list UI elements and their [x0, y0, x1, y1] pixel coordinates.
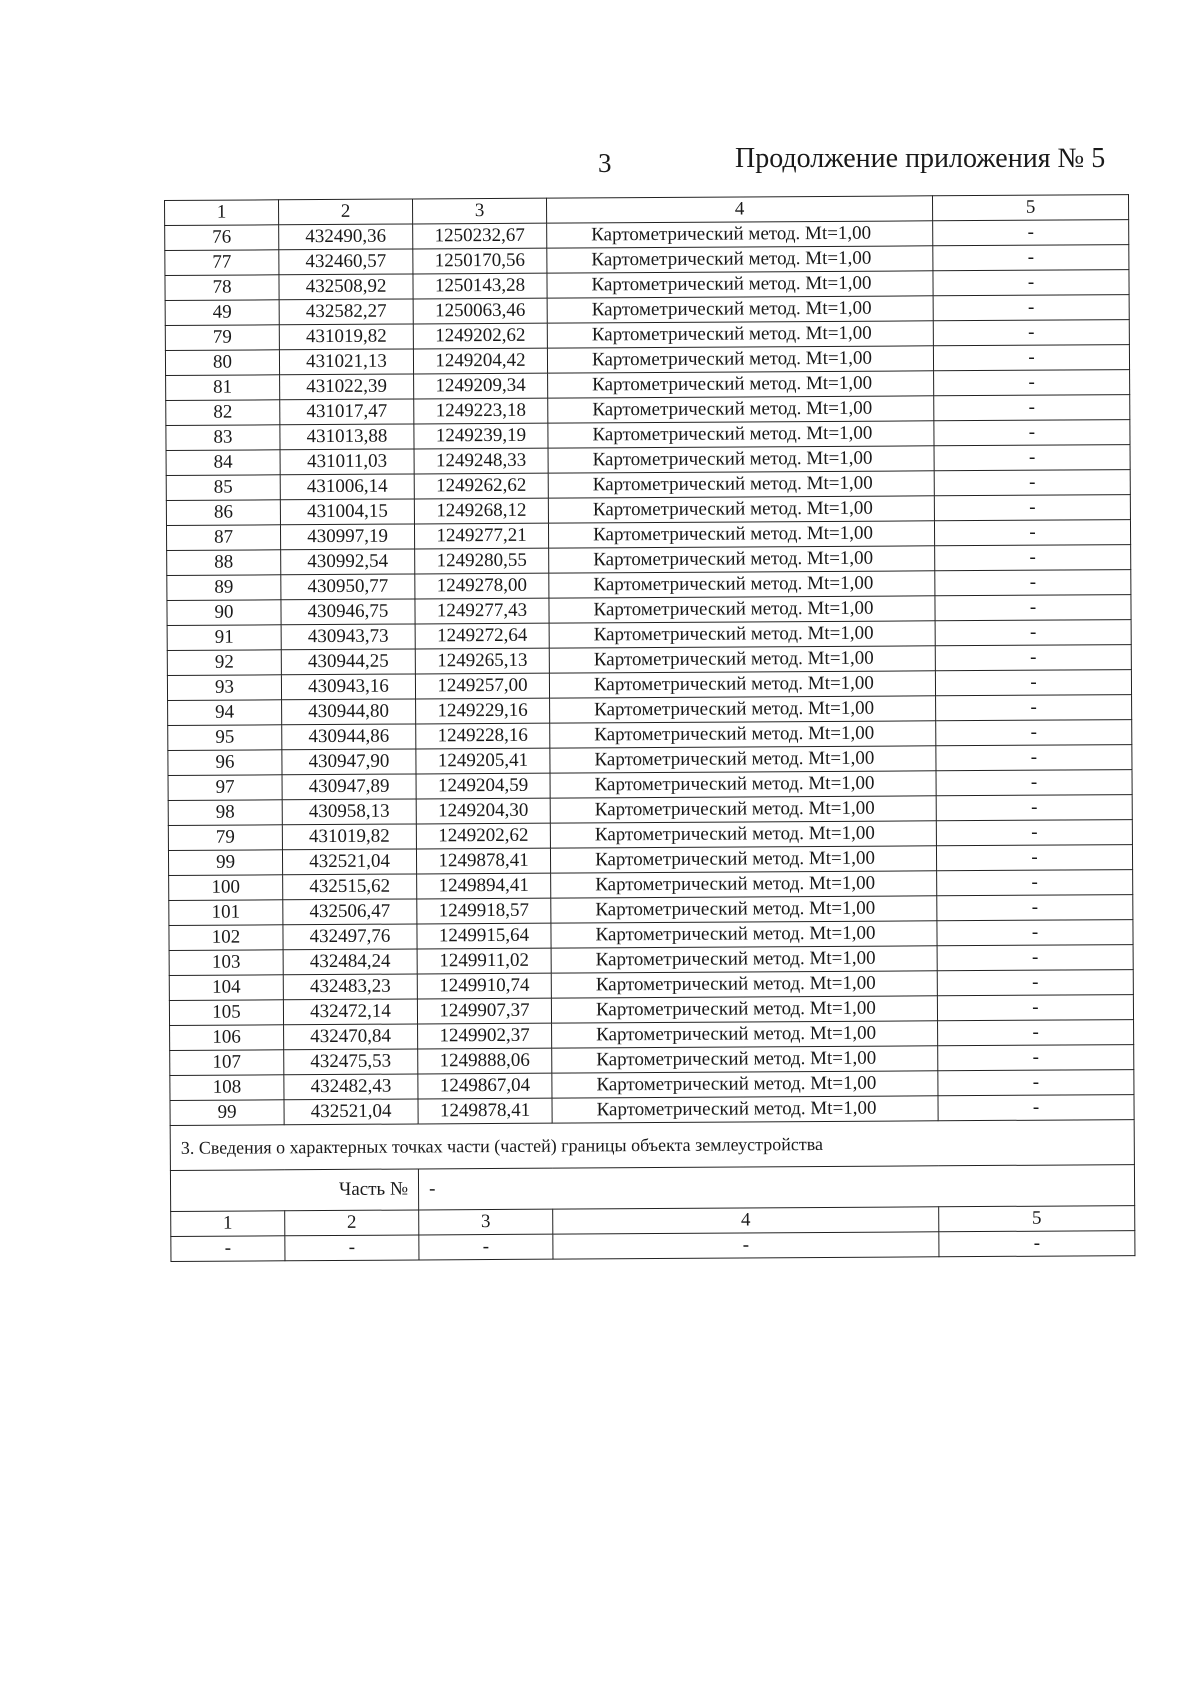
y-coordinate-cell: 1249278,00 [415, 573, 549, 599]
y-coordinate-cell: 1249878,41 [418, 1098, 552, 1124]
method-cell: Картометрический метод. Mt=1,00 [547, 296, 933, 323]
x-coordinate-cell: 432508,92 [279, 274, 413, 300]
point-number-cell: 79 [168, 825, 282, 851]
y-coordinate-cell: 1249918,57 [417, 898, 551, 924]
method-cell: Картометрический метод. Mt=1,00 [549, 571, 935, 598]
notes-cell: - [934, 395, 1130, 421]
column-header: 4 [553, 1207, 939, 1234]
point-number-cell: 94 [168, 700, 282, 726]
x-coordinate-cell: 430947,89 [282, 774, 416, 800]
x-coordinate-cell: 432521,04 [284, 1099, 418, 1125]
point-number-cell: 91 [167, 625, 281, 651]
point-number-cell: 100 [169, 875, 283, 901]
x-coordinate-cell: 430947,90 [282, 749, 416, 775]
point-number-cell: 83 [166, 425, 280, 451]
part-number-row [170, 1165, 1134, 1212]
table-cell: - [171, 1236, 285, 1262]
notes-cell: - [935, 545, 1131, 571]
notes-cell: - [936, 820, 1132, 846]
y-coordinate-cell: 1250143,28 [413, 273, 547, 299]
point-number-cell: 108 [170, 1075, 284, 1101]
x-coordinate-cell: 432582,27 [279, 299, 413, 325]
method-cell: Картометрический метод. Mt=1,00 [547, 321, 933, 348]
y-coordinate-cell: 1249280,55 [415, 548, 549, 574]
notes-cell: - [935, 670, 1131, 696]
x-coordinate-cell: 430992,54 [281, 549, 415, 575]
notes-cell: - [933, 270, 1129, 296]
column-header: 3 [412, 198, 546, 224]
notes-cell: - [933, 220, 1129, 246]
x-coordinate-cell: 430946,75 [281, 599, 415, 625]
x-coordinate-cell: 432483,23 [283, 974, 417, 1000]
method-cell: Картометрический метод. Mt=1,00 [552, 1096, 938, 1123]
point-number-cell: 76 [165, 225, 279, 251]
table-cell: - [285, 1235, 419, 1261]
column-header: 1 [165, 200, 279, 226]
x-coordinate-cell: 432472,14 [283, 999, 417, 1025]
notes-cell: - [937, 870, 1133, 896]
x-coordinate-cell: 432460,57 [279, 249, 413, 275]
y-coordinate-cell: 1249894,41 [417, 873, 551, 899]
notes-cell: - [934, 370, 1130, 396]
y-coordinate-cell: 1249910,74 [417, 973, 551, 999]
notes-cell: - [937, 970, 1133, 996]
y-coordinate-cell: 1249907,37 [417, 998, 551, 1024]
y-coordinate-cell: 1249204,59 [416, 773, 550, 799]
notes-cell: - [937, 895, 1133, 921]
y-coordinate-cell: 1249257,00 [415, 673, 549, 699]
method-cell: Картометрический метод. Mt=1,00 [549, 596, 935, 623]
y-coordinate-cell: 1249911,02 [417, 948, 551, 974]
point-number-cell: 107 [170, 1050, 284, 1076]
y-coordinate-cell: 1249223,18 [414, 398, 548, 424]
point-number-cell: 96 [168, 750, 282, 776]
notes-cell: - [934, 470, 1130, 496]
y-coordinate-cell: 1249878,41 [416, 848, 550, 874]
method-cell: Картометрический метод. Mt=1,00 [547, 246, 933, 273]
method-cell: Картометрический метод. Mt=1,00 [551, 921, 937, 948]
method-cell: Картометрический метод. Mt=1,00 [550, 846, 936, 873]
notes-cell: - [933, 320, 1129, 346]
x-coordinate-cell: 431022,39 [280, 374, 414, 400]
notes-cell: - [936, 745, 1132, 771]
notes-cell: - [933, 245, 1129, 271]
y-coordinate-cell: 1249209,34 [414, 373, 548, 399]
method-cell: Картометрический метод. Mt=1,00 [551, 896, 937, 923]
point-number-cell: 102 [169, 925, 283, 951]
x-coordinate-cell: 431011,03 [280, 449, 414, 475]
method-cell: Картометрический метод. Mt=1,00 [547, 271, 933, 298]
coordinates-table [164, 194, 1135, 1262]
point-number-cell: 79 [165, 325, 279, 351]
method-cell: Картометрический метод. Mt=1,00 [548, 371, 934, 398]
method-cell: Картометрический метод. Mt=1,00 [550, 771, 936, 798]
notes-cell: - [937, 945, 1133, 971]
column-header: 5 [939, 1206, 1135, 1232]
column-header: 2 [285, 1210, 419, 1236]
table-cell: - [939, 1231, 1135, 1257]
y-coordinate-cell: 1250170,56 [413, 248, 547, 274]
x-coordinate-cell: 432482,43 [284, 1074, 418, 1100]
point-number-cell: 80 [165, 350, 279, 376]
y-coordinate-cell: 1249239,19 [414, 423, 548, 449]
x-coordinate-cell: 430944,25 [281, 649, 415, 675]
method-cell: Картометрический метод. Mt=1,00 [552, 1021, 938, 1048]
point-number-cell: 77 [165, 250, 279, 276]
point-number-cell: 98 [168, 800, 282, 826]
appendix-title: Продолжение приложения № 5 [735, 143, 1106, 174]
y-coordinate-cell: 1249265,13 [415, 648, 549, 674]
notes-cell: - [936, 720, 1132, 746]
y-coordinate-cell: 1249888,06 [418, 1048, 552, 1074]
point-number-cell: 88 [167, 550, 281, 576]
y-coordinate-cell: 1249277,43 [415, 598, 549, 624]
method-cell: Картометрический метод. Mt=1,00 [550, 721, 936, 748]
y-coordinate-cell: 1249277,21 [414, 523, 548, 549]
notes-cell: - [938, 1095, 1134, 1121]
point-number-cell: 95 [168, 725, 282, 751]
method-cell: Картометрический метод. Mt=1,00 [550, 821, 936, 848]
page-number: 3 [598, 148, 612, 178]
x-coordinate-cell: 430944,86 [282, 724, 416, 750]
x-coordinate-cell: 432521,04 [282, 849, 416, 875]
table-cell: - [419, 1234, 553, 1260]
point-number-cell: 90 [167, 600, 281, 626]
y-coordinate-cell: 1249867,04 [418, 1073, 552, 1099]
method-cell: Картометрический метод. Mt=1,00 [550, 746, 936, 773]
x-coordinate-cell: 431017,47 [280, 399, 414, 425]
x-coordinate-cell: 431019,82 [279, 324, 413, 350]
method-cell: Картометрический метод. Mt=1,00 [548, 446, 934, 473]
y-coordinate-cell: 1249204,42 [413, 348, 547, 374]
notes-cell: - [938, 1070, 1134, 1096]
method-cell: Картометрический метод. Mt=1,00 [548, 521, 934, 548]
section-3-data-row [171, 1231, 1135, 1262]
method-cell: Картометрический метод. Mt=1,00 [548, 396, 934, 423]
x-coordinate-cell: 430944,80 [282, 699, 416, 725]
x-coordinate-cell: 432475,53 [284, 1049, 418, 1075]
point-number-cell: 85 [166, 475, 280, 501]
point-number-cell: 105 [169, 1000, 283, 1026]
y-coordinate-cell: 1249902,37 [418, 1023, 552, 1049]
x-coordinate-cell: 431019,82 [282, 824, 416, 850]
x-coordinate-cell: 431004,15 [280, 499, 414, 525]
notes-cell: - [934, 495, 1130, 521]
method-cell: Картометрический метод. Mt=1,00 [548, 421, 934, 448]
point-number-cell: 87 [166, 525, 280, 551]
point-number-cell: 106 [170, 1025, 284, 1051]
x-coordinate-cell: 431006,14 [280, 474, 414, 500]
column-header: 3 [419, 1209, 553, 1235]
y-coordinate-cell: 1249202,62 [413, 323, 547, 349]
section-3 [170, 1120, 1135, 1262]
point-number-cell: 84 [166, 450, 280, 476]
x-coordinate-cell: 430950,77 [281, 574, 415, 600]
point-number-cell: 93 [167, 675, 281, 701]
y-coordinate-cell: 1249272,64 [415, 623, 549, 649]
notes-cell: - [935, 620, 1131, 646]
notes-cell: - [937, 995, 1133, 1021]
point-number-cell: 86 [166, 500, 280, 526]
notes-cell: - [933, 345, 1129, 371]
notes-cell: - [935, 570, 1131, 596]
y-coordinate-cell: 1249915,64 [417, 923, 551, 949]
method-cell: Картометрический метод. Mt=1,00 [552, 1071, 938, 1098]
point-number-cell: 49 [165, 300, 279, 326]
point-number-cell: 103 [169, 950, 283, 976]
notes-cell: - [933, 295, 1129, 321]
y-coordinate-cell: 1249248,33 [414, 448, 548, 474]
y-coordinate-cell: 1249205,41 [416, 748, 550, 774]
x-coordinate-cell: 432470,84 [284, 1024, 418, 1050]
notes-cell: - [936, 845, 1132, 871]
method-cell: Картометрический метод. Mt=1,00 [550, 796, 936, 823]
notes-cell: - [937, 920, 1133, 946]
point-number-cell: 101 [169, 900, 283, 926]
method-cell: Картометрический метод. Mt=1,00 [551, 971, 937, 998]
notes-cell: - [936, 695, 1132, 721]
y-coordinate-cell: 1249268,12 [414, 498, 548, 524]
point-number-cell: 92 [167, 650, 281, 676]
part-number-label: Часть № [170, 1169, 418, 1212]
notes-cell: - [934, 445, 1130, 471]
method-cell: Картометрический метод. Mt=1,00 [547, 221, 933, 248]
column-header: 2 [279, 199, 413, 225]
section-title-row [170, 1120, 1134, 1171]
method-cell: Картометрический метод. Mt=1,00 [549, 671, 935, 698]
column-header: 1 [171, 1211, 285, 1237]
y-coordinate-cell: 1249202,62 [416, 823, 550, 849]
point-number-cell: 82 [166, 400, 280, 426]
point-number-cell: 97 [168, 775, 282, 801]
method-cell: Картометрический метод. Mt=1,00 [549, 546, 935, 573]
method-cell: Картометрический метод. Mt=1,00 [551, 871, 937, 898]
x-coordinate-cell: 432484,24 [283, 949, 417, 975]
method-cell: Картометрический метод. Mt=1,00 [547, 346, 933, 373]
y-coordinate-cell: 1249228,16 [416, 723, 550, 749]
notes-cell: - [936, 770, 1132, 796]
point-number-cell: 89 [167, 575, 281, 601]
notes-cell: - [936, 795, 1132, 821]
part-number-value: - [418, 1165, 1134, 1210]
column-header: 5 [932, 195, 1128, 221]
method-cell: Картометрический метод. Mt=1,00 [549, 621, 935, 648]
notes-cell: - [935, 645, 1131, 671]
y-coordinate-cell: 1250063,46 [413, 298, 547, 324]
x-coordinate-cell: 430997,19 [280, 524, 414, 550]
table-body [165, 220, 1134, 1126]
method-cell: Картометрический метод. Mt=1,00 [548, 496, 934, 523]
x-coordinate-cell: 432506,47 [283, 899, 417, 925]
x-coordinate-cell: 432515,62 [283, 874, 417, 900]
point-number-cell: 99 [170, 1100, 284, 1126]
coordinates-sheet [164, 194, 1134, 1262]
y-coordinate-cell: 1249262,62 [414, 473, 548, 499]
method-cell: Картометрический метод. Mt=1,00 [551, 946, 937, 973]
method-cell: Картометрический метод. Mt=1,00 [549, 646, 935, 673]
method-cell: Картометрический метод. Mt=1,00 [550, 696, 936, 723]
table-cell: - [553, 1232, 939, 1259]
x-coordinate-cell: 430958,13 [282, 799, 416, 825]
method-cell: Картометрический метод. Mt=1,00 [548, 471, 934, 498]
section-title: 3. Сведения о характерных точках части (частей) границы объекта землеустройства [170, 1120, 1134, 1171]
point-number-cell: 78 [165, 275, 279, 301]
notes-cell: - [934, 520, 1130, 546]
x-coordinate-cell: 430943,16 [281, 674, 415, 700]
point-number-cell: 81 [166, 375, 280, 401]
method-cell: Картометрический метод. Mt=1,00 [551, 996, 937, 1023]
y-coordinate-cell: 1249229,16 [416, 698, 550, 724]
method-cell: Картометрический метод. Mt=1,00 [552, 1046, 938, 1073]
point-number-cell: 99 [168, 850, 282, 876]
y-coordinate-cell: 1249204,30 [416, 798, 550, 824]
column-header: 4 [546, 196, 932, 223]
x-coordinate-cell: 430943,73 [281, 624, 415, 650]
notes-cell: - [938, 1045, 1134, 1071]
x-coordinate-cell: 431021,13 [279, 349, 413, 375]
x-coordinate-cell: 432497,76 [283, 924, 417, 950]
notes-cell: - [934, 420, 1130, 446]
notes-cell: - [935, 595, 1131, 621]
point-number-cell: 104 [169, 975, 283, 1001]
y-coordinate-cell: 1250232,67 [413, 223, 547, 249]
x-coordinate-cell: 432490,36 [279, 224, 413, 250]
notes-cell: - [938, 1020, 1134, 1046]
x-coordinate-cell: 431013,88 [280, 424, 414, 450]
